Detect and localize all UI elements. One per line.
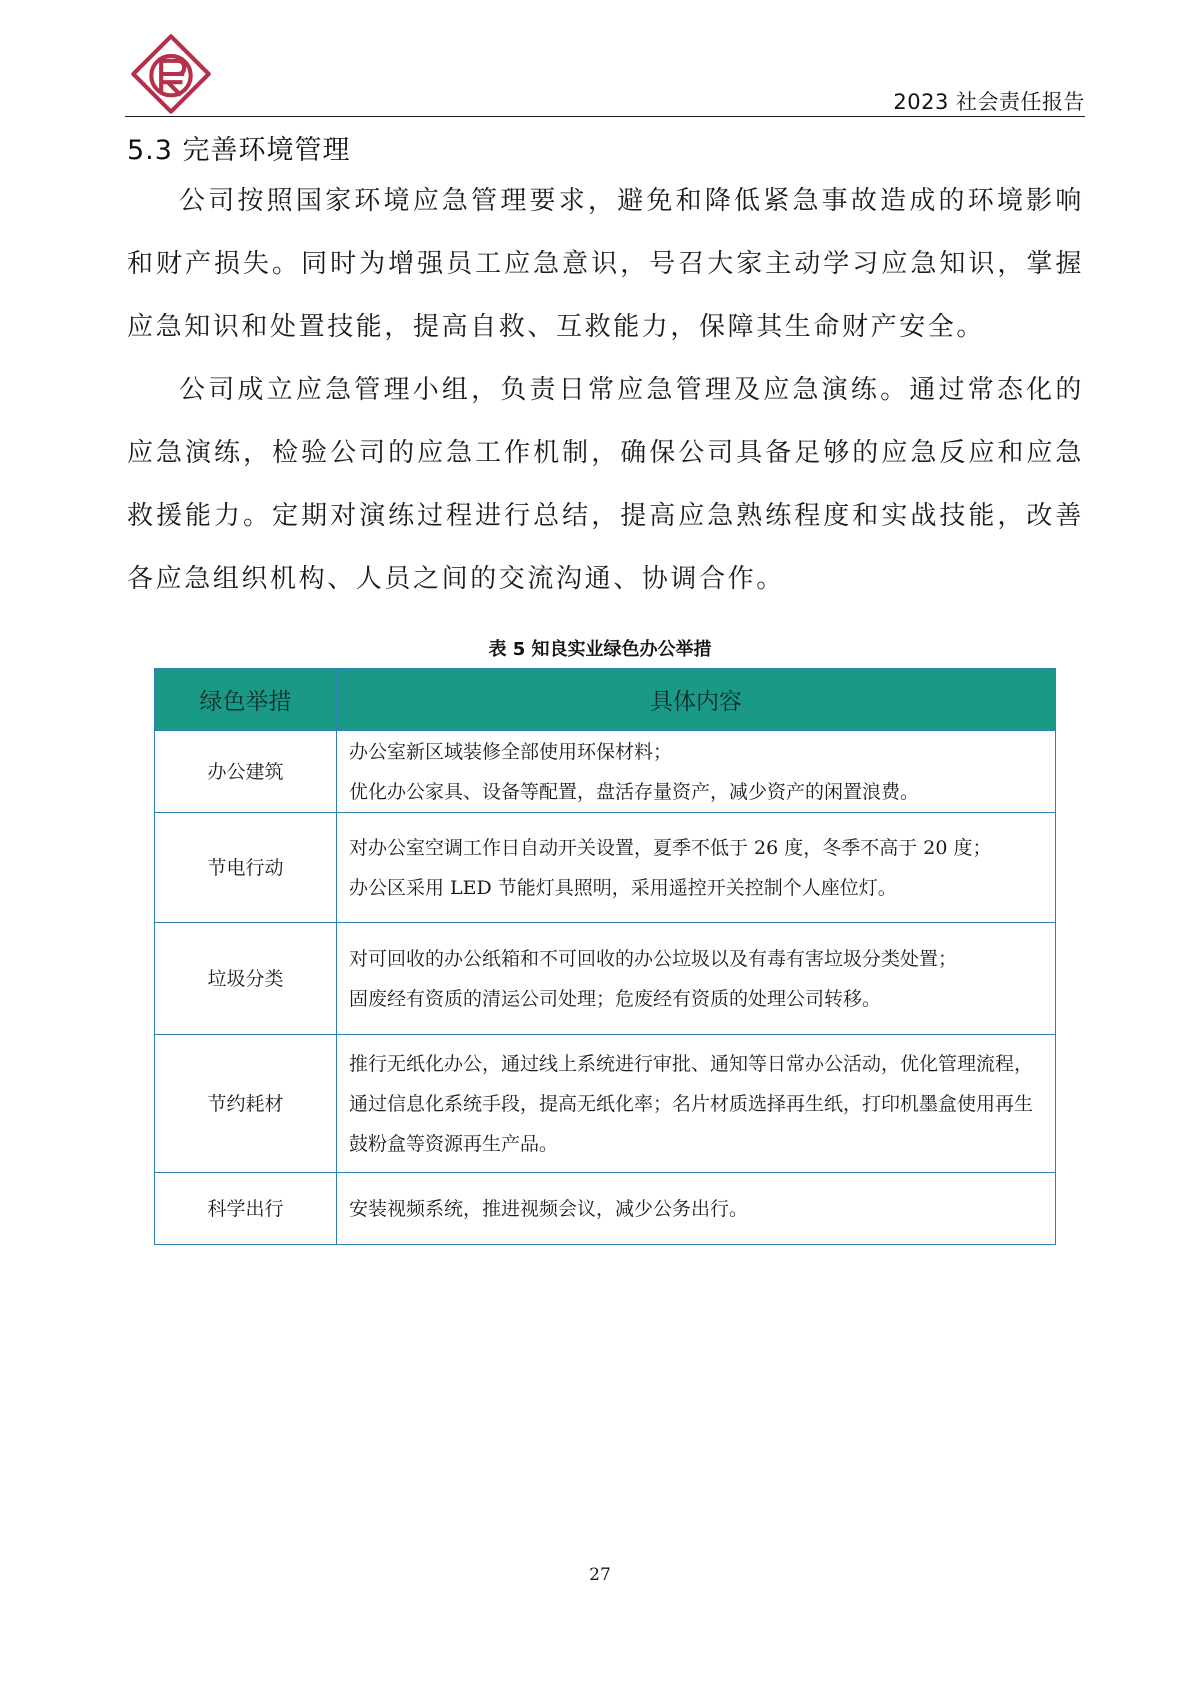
table-row (155, 731, 1056, 813)
measure-category: 节电行动 (155, 813, 337, 923)
body-paragraph: 公司成立应急管理小组，负责日常应急管理及应急演练。通过常态化的应急演练，检验公司的应急工作机制，确保公司具备足够的应急反应和应急救援能力。定期对演练过程进行总结，提高应急熟练程度和实战技能，改善各应急组织机构、人员之间的交流沟通、协调合作。 (127, 375, 1084, 594)
header-divider (125, 116, 1085, 117)
table-row (155, 923, 1056, 1035)
company-logo (130, 33, 212, 115)
table-row (155, 1173, 1056, 1245)
measure-detail (337, 813, 1056, 923)
section-heading: 5.3 完善环境管理 (127, 135, 351, 166)
table-row (155, 813, 1056, 923)
table-header-cell: 绿色举措 (155, 669, 337, 731)
detail-line: 办公室新区域装修全部使用环保材料； (349, 740, 673, 763)
detail-line: 推行无纸化办公，通过线上系统进行审批、通知等日常办公活动，优化管理流程，通过信息化系统手段，提高无纸化率；名片材质选择再生纸，打印机墨盒使用再生鼓粉盒等资源再生产品。 (349, 1052, 1034, 1155)
detail-line: 办公区采用 LED 节能灯具照明，采用遥控开关控制个人座位灯。 (349, 876, 897, 899)
detail-line: 对可回收的办公纸箱和不可回收的办公垃圾以及有毒有害垃圾分类处置； (349, 947, 958, 970)
detail-line: 固废经有资质的清运公司处理；危废经有资质的处理公司转移。 (349, 987, 882, 1010)
detail-line: 安装视频系统，推进视频会议，减少公务出行。 (349, 1197, 749, 1220)
report-title: 2023 社会责任报告 (893, 90, 1085, 114)
detail-line: 优化办公家具、设备等配置，盘活存量资产，减少资产的闲置浪费。 (349, 780, 920, 803)
table-header-cell: 具体内容 (337, 669, 1056, 731)
detail-line: 对办公室空调工作日自动开关设置，夏季不低于 26 度，冬季不高于 20 度； (349, 836, 992, 859)
measure-category: 垃圾分类 (155, 923, 337, 1035)
table-caption: 表 5 知良实业绿色办公举措 (488, 639, 712, 660)
table-header-row (155, 669, 1056, 731)
measure-category: 科学出行 (155, 1173, 337, 1245)
measure-detail (337, 1035, 1056, 1173)
table-row (155, 1035, 1056, 1173)
measure-detail (337, 731, 1056, 813)
page-number: 27 (589, 1565, 611, 1585)
measure-category: 节约耗材 (155, 1035, 337, 1173)
measure-detail (337, 1173, 1056, 1245)
green-office-table (154, 668, 1056, 1245)
measure-detail (337, 923, 1056, 1035)
measure-category: 办公建筑 (155, 731, 337, 813)
body-paragraph: 公司按照国家环境应急管理要求，避免和降低紧急事故造成的环境影响和财产损失。同时为增强员工应急意识，号召大家主动学习应急知识，掌握应急知识和处置技能，提高自救、互救能力，保障其生命财产安全。 (127, 186, 1084, 342)
